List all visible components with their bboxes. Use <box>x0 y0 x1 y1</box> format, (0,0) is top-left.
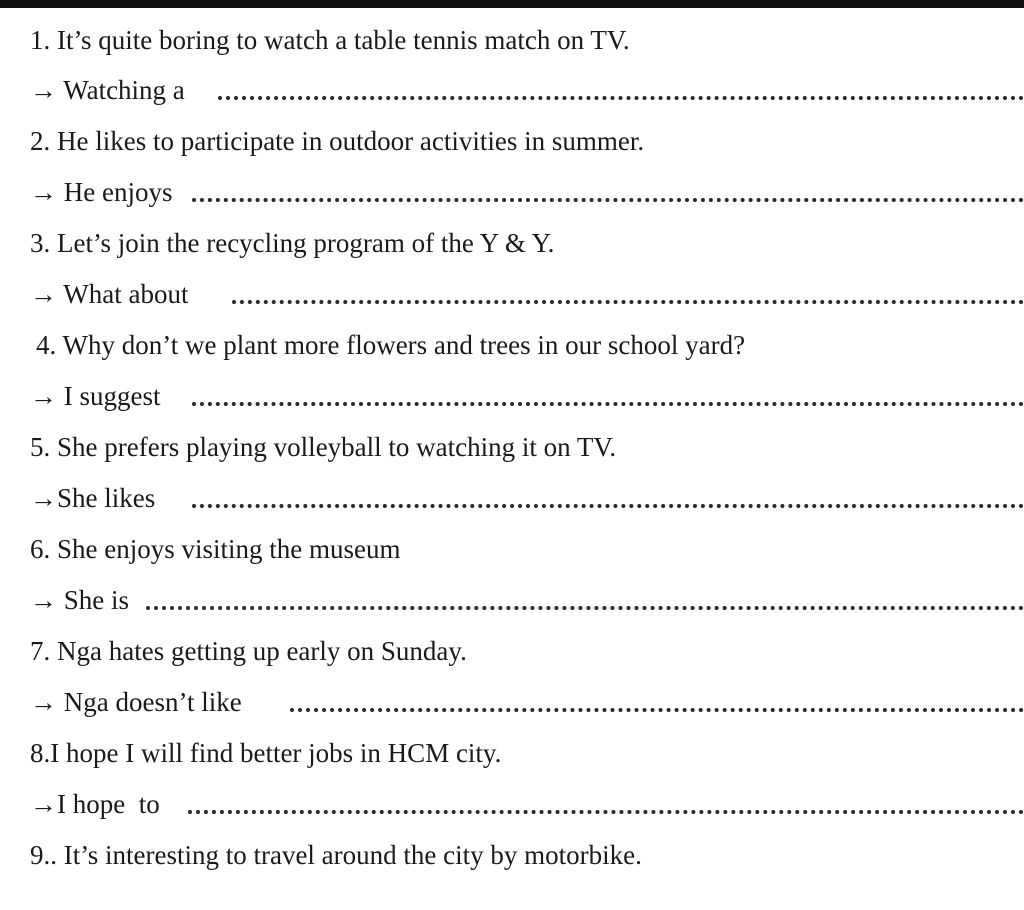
answer-7-blank[interactable] <box>290 704 1024 712</box>
question-6-text: 6. She enjoys visiting the museum <box>30 534 401 564</box>
question-4-text: 4. Why don’t we plant more flowers and trees in our school yard? <box>36 330 746 360</box>
answer-8-prompt: →I hope to <box>30 789 160 819</box>
answer-2 <box>0 172 1024 212</box>
question-9 <box>0 835 1024 875</box>
question-1 <box>0 20 1024 60</box>
answer-1-prompt: → Watching a <box>30 75 185 105</box>
answer-4 <box>0 376 1024 416</box>
question-2-text: 2. He likes to participate in outdoor activities in summer. <box>30 126 645 156</box>
question-3 <box>0 223 1024 263</box>
question-1-text: 1. It’s quite boring to watch a table tennis match on TV. <box>30 25 630 55</box>
question-5-text: 5. She prefers playing volleyball to watching it on TV. <box>30 432 617 462</box>
answer-8 <box>0 784 1024 824</box>
question-9-text: 9.. It’s interesting to travel around the city by motorbike. <box>30 840 642 870</box>
answer-6-blank[interactable] <box>146 602 1024 610</box>
question-8 <box>0 733 1024 773</box>
answer-1-blank[interactable] <box>218 92 1024 100</box>
answer-5 <box>0 478 1024 518</box>
answer-4-blank[interactable] <box>192 398 1024 406</box>
answer-3-prompt: → What about <box>30 279 189 309</box>
answer-1 <box>0 70 1024 110</box>
question-6 <box>0 529 1024 569</box>
answer-5-blank[interactable] <box>192 500 1024 508</box>
question-7 <box>0 631 1024 671</box>
answer-2-prompt: → He enjoys <box>30 177 173 207</box>
worksheet <box>0 8 1024 910</box>
answer-7 <box>0 682 1024 722</box>
answer-7-prompt: → Nga doesn’t like <box>30 687 242 717</box>
answer-3 <box>0 274 1024 314</box>
answer-5-prompt: →She likes <box>30 483 156 513</box>
question-8-text: 8.I hope I will find better jobs in HCM city. <box>30 738 502 768</box>
question-2 <box>0 121 1024 161</box>
question-3-text: 3. Let’s join the recycling program of the Y & Y. <box>30 228 555 258</box>
answer-3-blank[interactable] <box>232 296 1024 304</box>
answer-6 <box>0 580 1024 620</box>
answer-6-prompt: → She is <box>30 585 130 615</box>
top-border <box>0 0 1024 8</box>
question-7-text: 7. Nga hates getting up early on Sunday. <box>30 636 467 666</box>
question-4 <box>0 325 1024 365</box>
answer-4-prompt: → I suggest <box>30 381 161 411</box>
answer-8-blank[interactable] <box>188 806 1024 814</box>
question-5 <box>0 427 1024 467</box>
answer-2-blank[interactable] <box>192 194 1024 202</box>
